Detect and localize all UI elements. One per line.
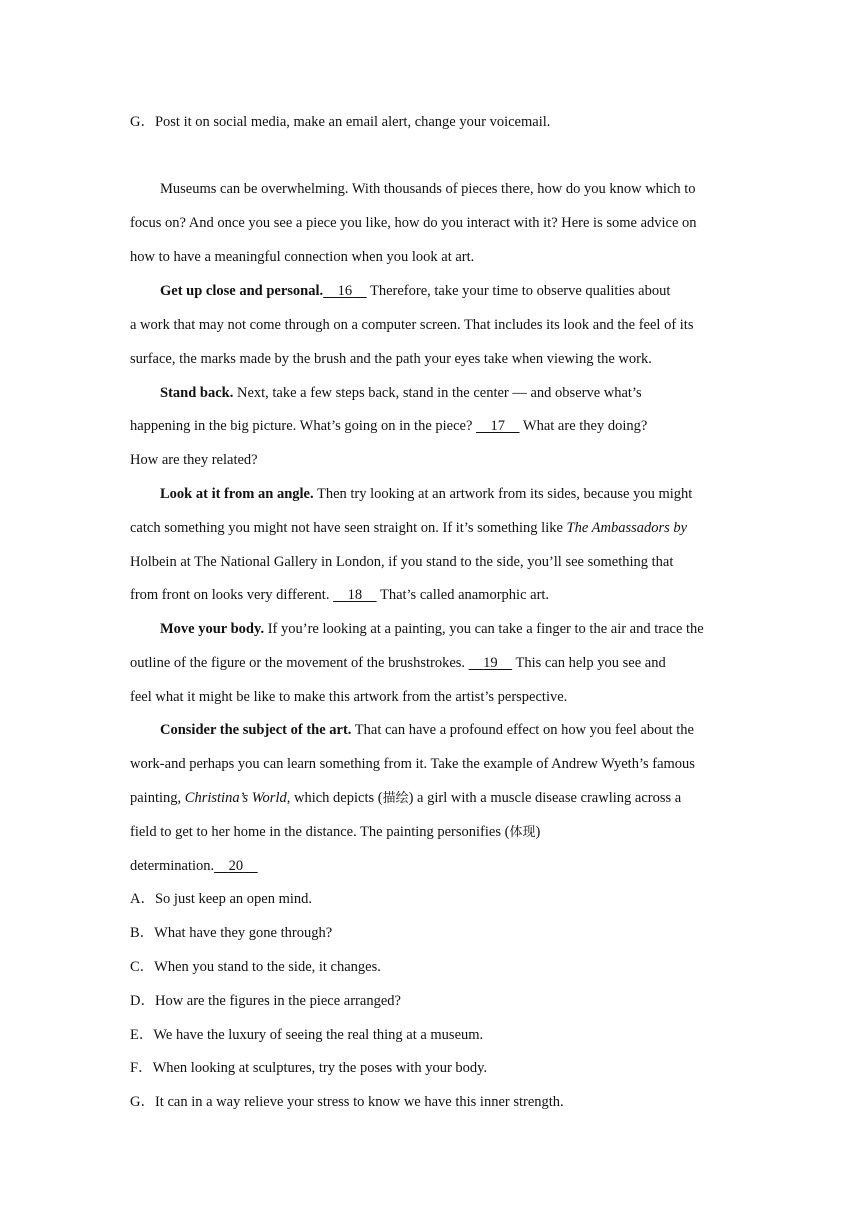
tip4-line-3: feel what it might be like to make this artwork from the artist’s perspective. — [130, 689, 568, 705]
tip2-line-1 — [160, 383, 642, 403]
tip1-line-3: surface, the marks made by the brush and the path your eyes take when viewing the work. — [130, 351, 652, 367]
tip3-line-2 — [130, 518, 687, 538]
tip2-text: Next, take a few steps back, stand in the center — and observe what’s — [233, 385, 642, 401]
tip2-line-3: How are they related? — [130, 452, 258, 468]
tip4-line-2-text: outline of the figure or the movement of the brushstrokes. — [130, 655, 469, 671]
tip3-line-4-text: from front on looks very different. — [130, 587, 334, 603]
option-f: F．When looking at sculptures, try the poses with your body. — [130, 1060, 488, 1076]
tip4-line-2-tail: This can help you see and — [512, 655, 666, 671]
tip3-text: Then try looking at an artwork from its sides, because you might — [313, 486, 693, 502]
tip3-line-1 — [160, 484, 692, 504]
option-d: D．How are the figures in the piece arranged? — [130, 993, 401, 1009]
tip4-heading: Move your body. — [160, 621, 265, 637]
tip5-text: That can have a profound effect on how you feel about the — [351, 722, 694, 738]
top-option-g: G．Post it on social media, make an email alert, change your voicemail. — [130, 114, 551, 130]
option-c: C．When you stand to the side, it changes. — [130, 959, 381, 975]
tip5-line-4 — [130, 822, 540, 843]
option-e: E．We have the luxury of seeing the real thing at a museum. — [130, 1027, 484, 1043]
intro-line-1: Museums can be overwhelming. With thousands of pieces there, how do you know which to — [160, 181, 696, 197]
option-g: G．It can in a way relieve your stress to know we have this inner strength. — [130, 1094, 564, 1110]
tip3-line-3: Holbein at The National Gallery in London, if you stand to the side, you’ll see something that — [130, 554, 674, 570]
gloss-depicts: 描绘 — [382, 791, 409, 806]
blank-19: 19 — [483, 655, 498, 671]
tip5-line-5-text: determination. — [130, 858, 215, 874]
artwork-title-ambassadors: The Ambassadors by — [566, 520, 688, 536]
tip3-line-4-tail: That’s called anamorphic art. — [376, 587, 550, 603]
tip1-text: Therefore, take your time to observe qualities about — [366, 283, 671, 299]
intro-line-2: focus on? And once you see a piece you like, how do you interact with it? Here is some advice on — [130, 215, 697, 231]
tip1-line-1 — [160, 281, 670, 301]
tip5-line-4-tail: ) — [535, 824, 541, 840]
gloss-personifies: 体现 — [509, 825, 536, 840]
tip5-line-4-text: field to get to her home in the distance. The painting personifies ( — [130, 824, 510, 840]
tip2-line-2-tail: What are they doing? — [519, 418, 648, 434]
tip2-line-2 — [130, 416, 647, 436]
tip5-line-3-mid: , which depicts ( — [286, 790, 383, 806]
intro-line-3: how to have a meaningful connection when you look at art. — [130, 249, 475, 265]
option-b: B．What have they gone through? — [130, 925, 333, 941]
tip1-heading: Get up close and personal. — [160, 283, 324, 299]
tip1-line-2: a work that may not come through on a computer screen. That includes its look and the feel of its — [130, 317, 694, 333]
option-a: A．So just keep an open mind. — [130, 891, 313, 907]
tip2-line-2-text: happening in the big picture. What’s going on in the piece? — [130, 418, 477, 434]
tip5-line-5 — [130, 856, 258, 876]
tip4-text: If you’re looking at a painting, you can take a finger to the air and trace the — [264, 621, 704, 637]
tip5-line-3-text: painting, — [130, 790, 185, 806]
tip3-line-2-text: catch something you might not have seen straight on. If it’s something like — [130, 520, 567, 536]
tip2-heading: Stand back. — [160, 385, 234, 401]
tip5-heading: Consider the subject of the art. — [160, 722, 352, 738]
blank-16: 16 — [337, 283, 353, 299]
blank-17: 17 — [490, 418, 506, 434]
tip5-line-2: work-and perhaps you can learn something from it. Take the example of Andrew Wyeth’s famous — [130, 756, 695, 772]
tip4-line-2 — [130, 653, 666, 673]
tip4-line-1 — [160, 619, 704, 639]
tip5-line-3 — [130, 788, 681, 809]
tip3-line-4 — [130, 585, 549, 605]
artwork-title-christinas-world: Christina’s World — [184, 790, 287, 806]
tip5-line-3-tail: ) a girl with a muscle disease crawling across a — [408, 790, 682, 806]
tip3-heading: Look at it from an angle. — [160, 486, 314, 502]
tip5-line-1 — [160, 720, 694, 740]
blank-18: 18 — [347, 587, 363, 603]
blank-20: 20 — [228, 858, 244, 874]
